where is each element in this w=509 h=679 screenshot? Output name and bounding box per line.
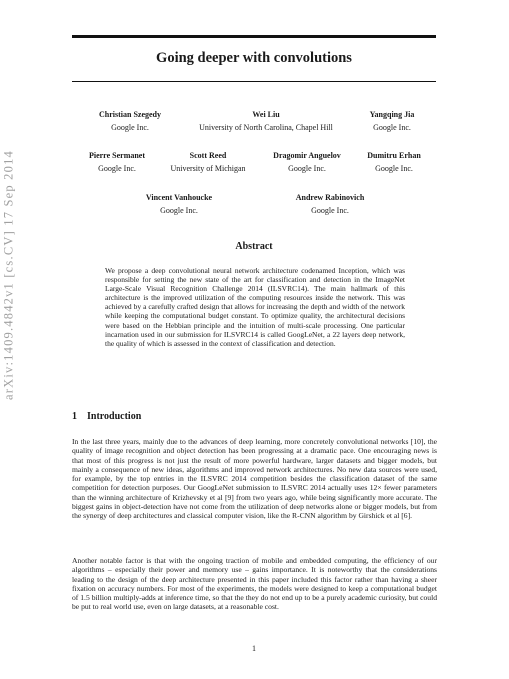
author-block — [264, 149, 350, 175]
author-name: Scott Reed — [189, 151, 227, 160]
author-name: Christian Szegedy — [99, 110, 161, 119]
title-bottom-rule — [72, 81, 436, 82]
author-block — [88, 108, 172, 134]
author-affiliation: Google Inc. — [373, 123, 411, 132]
author-affiliation: Google Inc. — [160, 206, 198, 215]
author-block — [136, 191, 222, 217]
author-block — [186, 108, 346, 134]
abstract-text: We propose a deep convolutional neural network architecture codenamed Inception, which was responsible for setting the new state of the art for classification and detection in the ImageNet Large-Scale Visual Recognition Challenge 2014 (ILSVRC14). The main hallmark of this architecture is the improved utilization of the computing resources inside the network. This was achieved by a carefully crafted design that allows for increasing the depth and width of the network while keeping the computational budget constant. To optimize quality, the architectural decisions were based on the Hebbian principle and the intuition of multi-scale processing. One particular incarnation used in our submission for ILSVRC14 is called GoogLeNet, a 22 layers deep network, the quality of which is assessed in the context of classification and detection. — [105, 266, 405, 348]
arxiv-identifier: arXiv:1409.4842v1 [cs.CV] 17 Sep 2014 — [2, 150, 16, 400]
body-paragraph: In the last three years, mainly due to the advances of deep learning, more concretely convolutional networks [10], the quality of image recognition and object detection has been progressing at a dramatic pace. One encouraging news is that most of this progress is not just the result of more powerful hardware, larger datasets and bigger models, but mainly a consequence of new ideas, algorithms and improved network architectures. No new data sources were used, for example, by the top entries in the ILSVRC 2014 competition besides the classification dataset of the same competition for detection purposes. Our GoogLeNet submission to ILSVRC 2014 actually uses 12× fewer parameters than the winning architecture of Krizhevsky et al [9] from two years ago, while being significantly more accurate. The biggest gains in object-detection have not come from the utilization of deep networks alone or bigger models, but from the synergy of deep architectures and classical computer vision, like the R-CNN algorithm by Girshick et al [6]. — [72, 437, 437, 520]
author-affiliation: Google Inc. — [98, 164, 136, 173]
section-heading — [72, 411, 141, 422]
author-affiliation: University of Michigan — [170, 164, 246, 173]
body-paragraph: Another notable factor is that with the ongoing traction of mobile and embedded computing, the efficiency of our algorithms – especially their power and memory use – gains importance. It is noteworthy that the considerations leading to the design of the deep architecture presented in this paper included this factor rather than having a sheer fixation on accuracy numbers. For most of the experiments, the models were designed to keep a computational budget of 1.5 billion multiply-adds at inference time, so that the they do not end up to be a purely academic curiosity, but could be put to real world use, even on large datasets, at a reasonable cost. — [72, 556, 437, 612]
author-name: Andrew Rabinovich — [295, 193, 365, 202]
author-name: Dragomir Anguelov — [273, 151, 341, 160]
author-name: Yangqing Jia — [369, 110, 415, 119]
section-number: 1 — [72, 411, 77, 422]
author-block — [80, 149, 154, 175]
abstract-heading: Abstract — [235, 241, 273, 252]
page-number: 1 — [252, 644, 256, 653]
author-name: Dumitru Erhan — [367, 151, 421, 160]
author-affiliation: University of North Carolina, Chapel Hill — [199, 123, 333, 132]
author-block — [284, 191, 376, 217]
author-block — [360, 108, 424, 134]
author-affiliation: Google Inc. — [288, 164, 326, 173]
author-name: Vincent Vanhoucke — [145, 193, 213, 202]
title-top-rule — [72, 35, 436, 38]
author-affiliation: Google Inc. — [375, 164, 413, 173]
author-affiliation: Google Inc. — [311, 206, 349, 215]
paper-title: Going deeper with convolutions — [156, 50, 352, 66]
author-affiliation: Google Inc. — [111, 123, 149, 132]
author-name: Pierre Sermanet — [88, 151, 146, 160]
author-block — [162, 149, 254, 175]
author-name: Wei Liu — [252, 110, 280, 119]
author-block — [359, 149, 429, 175]
section-title: Introduction — [87, 411, 142, 422]
